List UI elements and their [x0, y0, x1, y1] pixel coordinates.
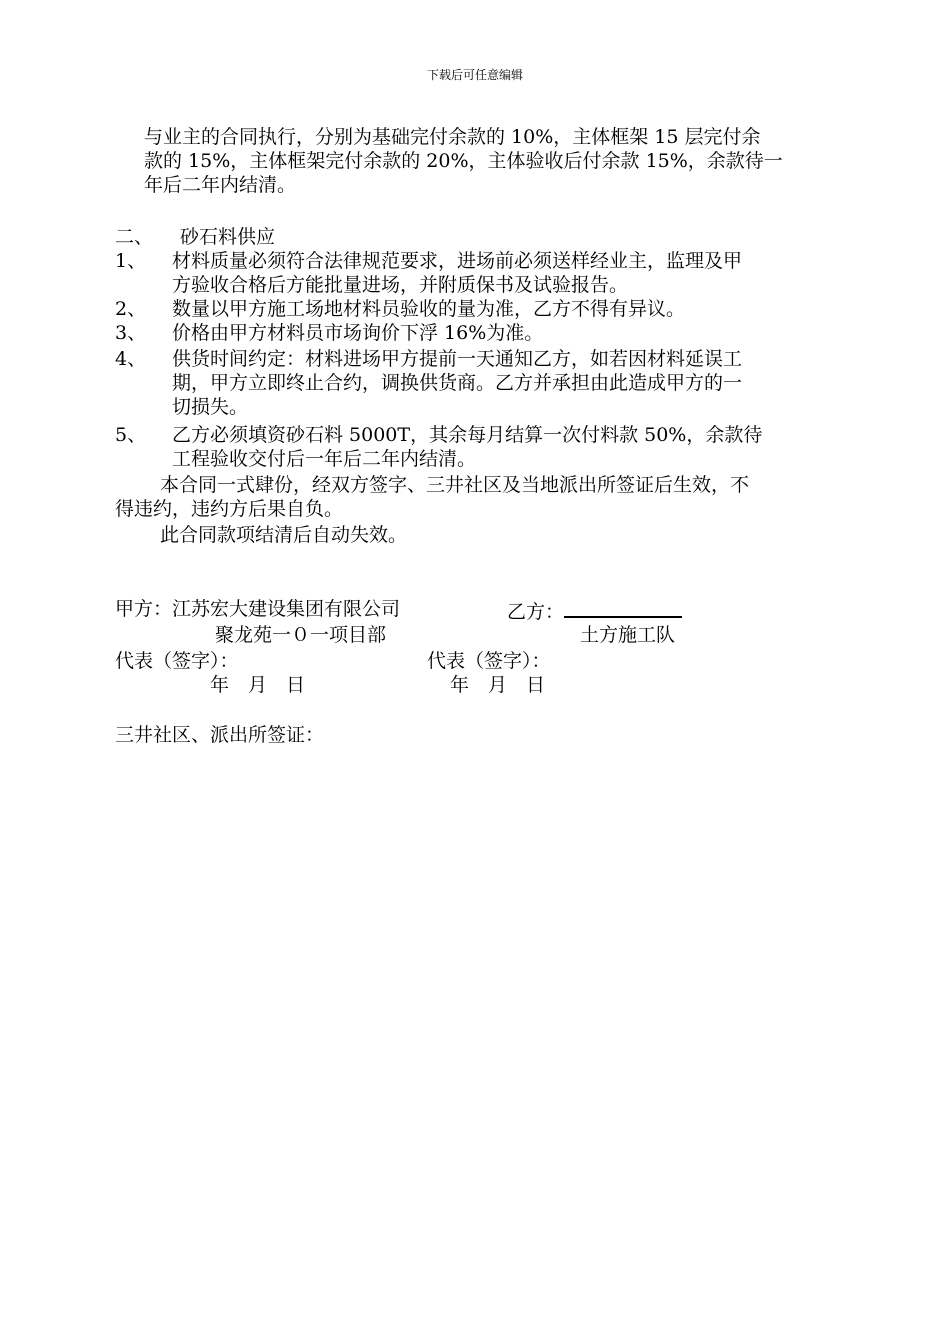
- party-b-dept: 土方施工队: [580, 624, 676, 646]
- item-text: 数量以甲方施工场地材料员验收的量为准，乙方不得有异议。: [172, 298, 686, 320]
- item-number: 1、: [115, 250, 147, 272]
- party-a-label: 甲方：江苏宏大建设集团有限公司: [115, 598, 401, 620]
- rep-a-label: 代表（签字）：: [115, 650, 239, 672]
- item-text: 工程验收交付后一年后二年内结清。: [172, 448, 477, 470]
- section-number: 二、: [115, 226, 154, 248]
- payment-line-2: 款的 15%，主体框架完付余款的 20%，主体验收后付余款 15%，余款待一: [144, 150, 783, 172]
- page-header: 下载后可任意编辑: [426, 68, 523, 82]
- item-number: 3、: [115, 322, 147, 344]
- certification-label: 三井社区、派出所签证：: [115, 724, 325, 746]
- section-title: 砂石料供应: [180, 226, 276, 248]
- date-a: 年 月 日: [210, 674, 306, 696]
- item-number: 2、: [115, 298, 147, 320]
- closing-line-2: 得违约，违约方后果自负。: [115, 498, 344, 520]
- closing-line-1: 本合同一式肆份，经双方签字、三井社区及当地派出所签证后生效，不: [160, 474, 750, 496]
- party-a-dept: 聚龙苑一０一项目部: [215, 624, 387, 646]
- date-b: 年 月 日: [450, 674, 546, 696]
- party-b-label: [507, 598, 682, 624]
- payment-line-3: 年后二年内结清。: [144, 174, 297, 196]
- party-b-text: 乙方：: [507, 601, 565, 623]
- rep-b-label: 代表（签字）：: [427, 650, 551, 672]
- item-number: 5、: [115, 424, 147, 446]
- item-number: 4、: [115, 348, 147, 370]
- closing-line-3: 此合同款项结清后自动失效。: [160, 524, 408, 546]
- party-b-signature-line: [564, 598, 682, 618]
- item-text: 供货时间约定：材料进场甲方提前一天通知乙方，如若因材料延误工: [172, 348, 743, 370]
- item-text: 方验收合格后方能批量进场，并附质保书及试验报告。: [172, 274, 629, 296]
- payment-line-1: 与业主的合同执行，分别为基础完付余款的 10%，主体框架 15 层完付余: [144, 126, 761, 148]
- item-text: 价格由甲方材料员市场询价下浮 16%为准。: [172, 322, 544, 344]
- item-text: 材料质量必须符合法律规范要求，进场前必须送样经业主，监理及甲: [172, 250, 743, 272]
- item-text: 期，甲方立即终止合约，调换供货商。乙方并承担由此造成甲方的一: [172, 372, 743, 394]
- item-text: 切损失。: [172, 396, 249, 418]
- item-text: 乙方必须填资砂石料 5000T，其余每月结算一次付料款 50%，余款待: [172, 424, 763, 446]
